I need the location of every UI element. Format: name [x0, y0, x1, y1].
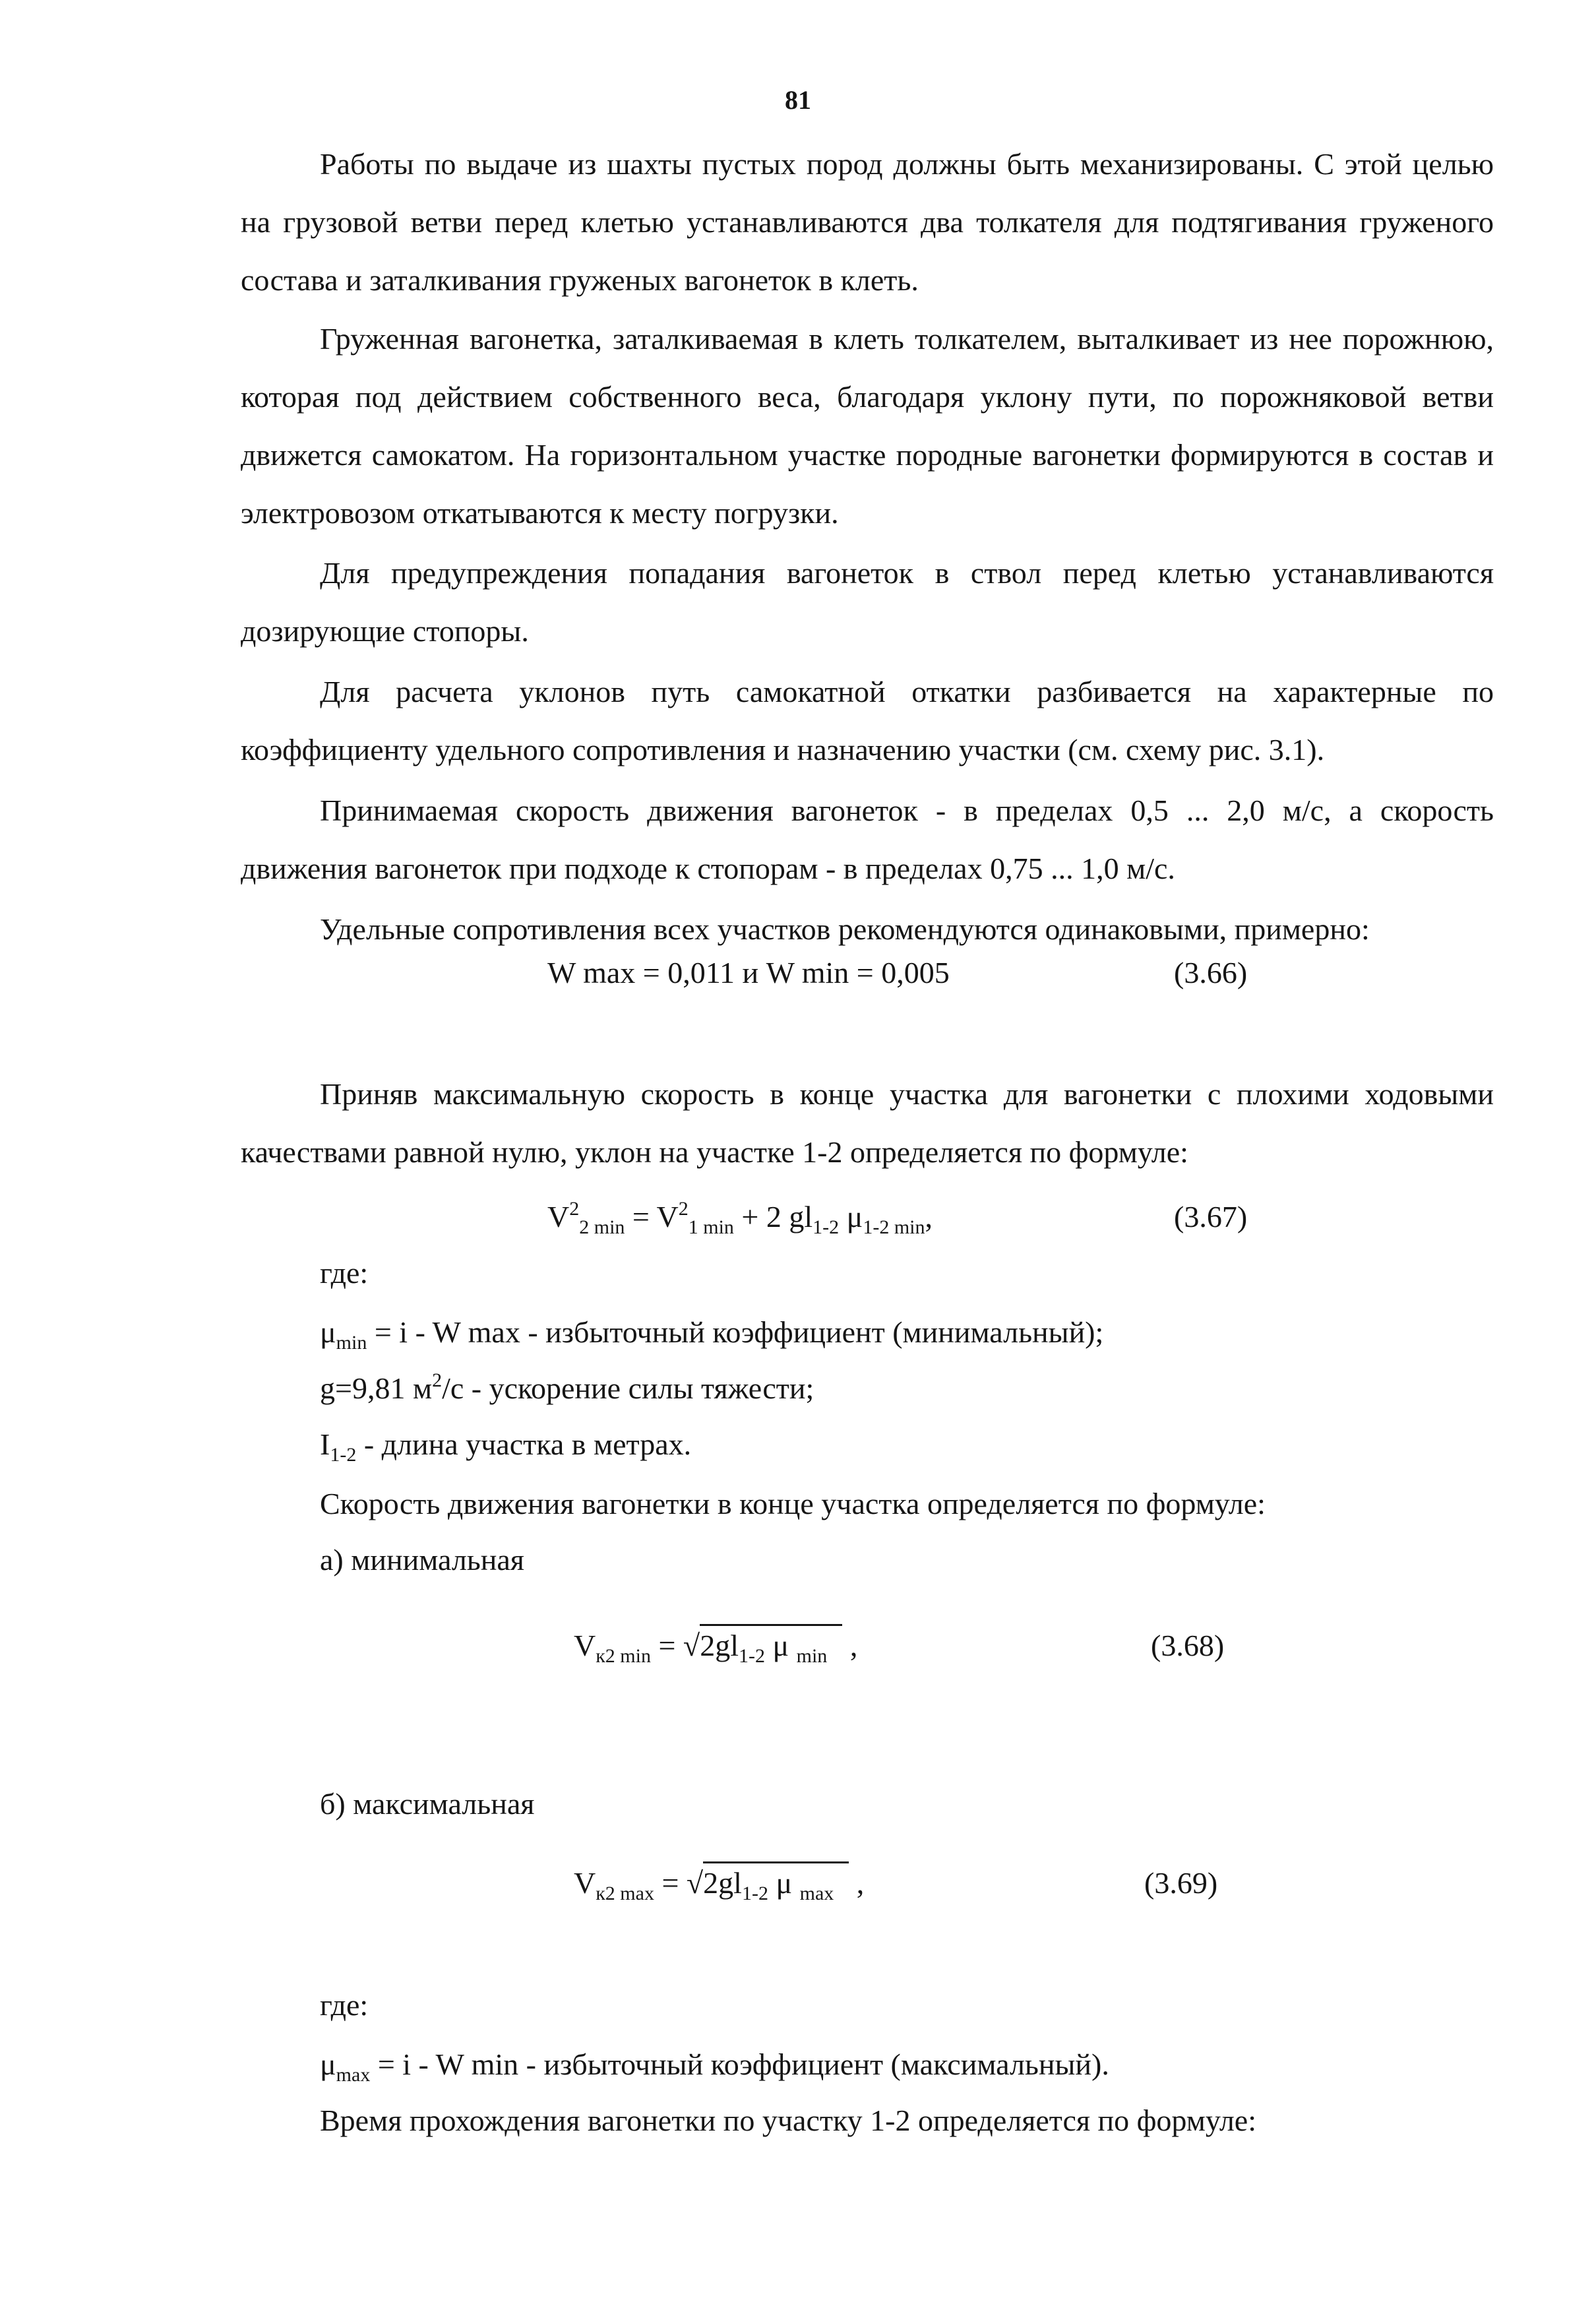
- eq-3-67-v: V: [547, 1200, 570, 1233]
- paragraph-slope-calc: Для расчета уклонов путь самокатной откатки разбивается на характерные по коэффициенту удельного сопротивления и назначению участки (см. схему рис. 3.1).: [241, 675, 1494, 766]
- definition-mu-min: [320, 1313, 1103, 1356]
- equation-number-3-68: (3.68): [1151, 1629, 1225, 1662]
- where-label-1: где:: [320, 1256, 369, 1290]
- paragraph-stoppers: Для предупреждения попадания вагонеток в ствол перед клетью устанавливаются дозирующие стопоры.: [241, 556, 1494, 648]
- paragraph-speed-range: Принимаемая скорость движения вагонеток - в пределах 0,5 ... 2,0 м/с, а скорость движения вагонеток при подходе к стопорам - в пределах 0,75 ... 1,0 м/с.: [241, 794, 1494, 885]
- g-text: /с - ускорение силы тяжести;: [442, 1371, 814, 1405]
- label-maximal: б) максимальная: [320, 1787, 535, 1821]
- where-label-2: где:: [320, 1988, 369, 2022]
- eq-3-68-rsub: 1-2: [738, 1645, 765, 1667]
- l-sub: 1-2: [330, 1444, 357, 1466]
- eq-3-67-sub1: 2 min: [579, 1216, 625, 1238]
- eq-3-69-root: 2gl: [703, 1866, 742, 1900]
- eq-3-67-sub2: 1 min: [688, 1216, 734, 1238]
- equation-3-66: W max = 0,011 и W min = 0,005: [547, 956, 950, 989]
- paragraph-mechanization: Работы по выдаче из шахты пустых пород должны быть механизированы. С этой целью на грузовой ветви перед клетью устанавливаются два толкателя для подтягивания груженого состава и заталкивания груженых вагонеток в клеть.: [241, 147, 1494, 297]
- eq-3-69-pad: [834, 1866, 849, 1900]
- l-text: - длина участка в метрах.: [356, 1427, 692, 1461]
- paragraph-loaded-wagon: Груженная вагонетка, заталкиваемая в клеть толкателем, выталкивает из нее порожнюю, которая под действием собственного веса, благодаря уклону пути, по порожняковой ветви движется самокатом. На горизонтальном участке породные вагонетки формируются в состав и электровозом откатываются к месту погрузки.: [241, 322, 1494, 530]
- eq-3-69-radicand: [703, 1861, 849, 1904]
- eq-3-68-pad: [827, 1629, 842, 1662]
- eq-3-68-mu: μ: [764, 1629, 797, 1662]
- equation-number-3-67: (3.67): [1174, 1200, 1248, 1233]
- equation-number-3-69: (3.69): [1144, 1866, 1218, 1900]
- eq-3-67-sub3: 1-2: [813, 1216, 840, 1238]
- eq-3-69-rsub: 1-2: [741, 1883, 768, 1904]
- eq-3-68-radicand: [700, 1624, 842, 1667]
- eq-3-67-mu: μ: [839, 1200, 863, 1233]
- speed-intro: Скорость движения вагонетки в конце участка определяется по формуле:: [320, 1487, 1266, 1520]
- eq-3-69-musub: max: [799, 1883, 834, 1904]
- mu-min-text: = i - W max - избыточный коэффициент (минимальный);: [367, 1315, 1104, 1349]
- eq-3-67-eq: = V: [625, 1200, 679, 1233]
- page-number: 81: [785, 85, 811, 115]
- eq-3-69-mu: μ: [768, 1866, 800, 1900]
- definition-g: [320, 1369, 814, 1412]
- eq-3-67-tail: ,: [925, 1200, 933, 1233]
- eq-3-69-tail: ,: [849, 1866, 865, 1900]
- paragraph-max-speed: Приняв максимальную скорость в конце участка для вагонетки с плохими ходовыми качествами равной нулю, уклон на участке 1-2 определяется по формуле:: [241, 1077, 1494, 1169]
- mu-max-sub: max: [336, 2064, 371, 2086]
- eq-3-68-v: V: [574, 1629, 596, 1662]
- time-intro: Время прохождения вагонетки по участку 1-2 определяется по формуле:: [320, 2104, 1256, 2137]
- eq-3-68-sub: к2 min: [596, 1645, 651, 1667]
- eq-3-67-exp2: 2: [678, 1198, 689, 1220]
- label-minimal: а) минимальная: [320, 1543, 524, 1576]
- l-pre: I: [320, 1427, 330, 1461]
- g-sup: 2: [432, 1369, 443, 1391]
- definition-mu-max: [320, 2045, 1109, 2088]
- eq-3-68-eq: = √: [650, 1629, 700, 1662]
- mu-max-symbol: μ: [320, 2047, 336, 2081]
- eq-3-69-v: V: [574, 1866, 596, 1900]
- mu-min-sub: min: [336, 1332, 367, 1354]
- equation-3-68: [574, 1626, 857, 1670]
- eq-3-67-plus: + 2 gl: [733, 1200, 813, 1233]
- equation-3-67: [547, 1197, 933, 1241]
- g-pre: g=9,81 м: [320, 1371, 433, 1405]
- mu-max-text: = i - W min - избыточный коэффициент (максимальный).: [370, 2047, 1109, 2081]
- paragraph-resistance: Удельные сопротивления всех участков рекомендуются одинаковыми, примерно:: [320, 912, 1370, 946]
- eq-3-67-sub4: 1-2 min: [863, 1216, 925, 1238]
- mu-min-symbol: μ: [320, 1315, 336, 1349]
- eq-3-67-exp: 2: [569, 1198, 580, 1220]
- eq-3-68-root: 2gl: [700, 1629, 739, 1662]
- equation-number-3-66: (3.66): [1174, 956, 1248, 989]
- equation-3-69: [574, 1863, 864, 1907]
- eq-3-68-musub: min: [796, 1645, 828, 1667]
- eq-3-69-sub: к2 max: [596, 1883, 654, 1904]
- eq-3-69-eq: = √: [654, 1866, 704, 1900]
- definition-l: [320, 1425, 691, 1468]
- eq-3-68-tail: ,: [842, 1629, 858, 1662]
